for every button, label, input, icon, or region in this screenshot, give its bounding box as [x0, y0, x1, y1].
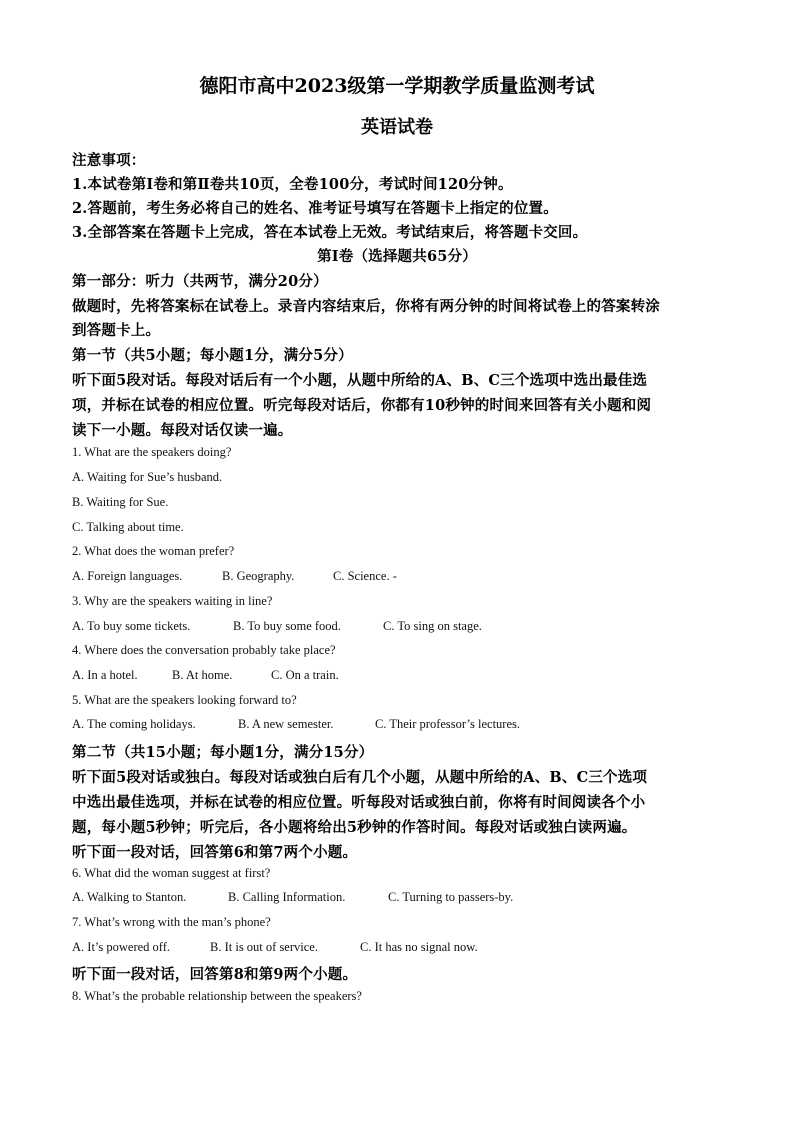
- option-b: B. Waiting for Sue.: [72, 495, 169, 509]
- option-c: C. Their professor’s lectures.: [375, 717, 520, 731]
- option-a: A. Walking to Stanton.: [72, 890, 187, 904]
- option-a: A. It’s powered off.: [72, 940, 171, 954]
- group-prompt: 听下面一段对话，回答第8和第9两个小题。: [72, 966, 358, 983]
- option-a: A. To buy some tickets.: [72, 619, 191, 633]
- section2-instruction: 听下面5段对话或独白。每段对话或独白后有几个小题，从题中所给的A、B、C三个选项: [72, 769, 648, 786]
- option-a: A. Foreign languages.: [72, 569, 183, 583]
- question-stem: 2. What does the woman prefer?: [72, 544, 235, 558]
- question-stem: 3. Why are the speakers waiting in line?: [72, 594, 273, 608]
- group-prompt: 听下面一段对话，回答第6和第7两个小题。: [72, 844, 358, 861]
- option-c: C. To sing on stage.: [383, 619, 482, 633]
- volume-heading: 第Ⅰ卷（选择题共65分）: [317, 248, 477, 265]
- question-stem: 8. What’s the probable relationship between the speakers?: [72, 989, 362, 1003]
- question-stem: 7. What’s wrong with the man’s phone?: [72, 915, 271, 929]
- section1-heading: 第一节（共5小题；每小题1分，满分5分）: [72, 347, 353, 364]
- question-stem: 1. What are the speakers doing?: [72, 445, 232, 459]
- section1-instruction: 读下一小题。每段对话仅读一遍。: [72, 422, 293, 439]
- option-a: A. The coming holidays.: [72, 717, 196, 731]
- question-stem: 5. What are the speakers looking forward to?: [72, 693, 297, 707]
- section1-instruction: 项，并标在试卷的相应位置。听完每段对话后，你都有10秒钟的时间来回答有关小题和阅: [72, 397, 652, 414]
- option-b: B. To buy some food.: [233, 619, 341, 633]
- exam-title: 德阳市高中2023级第一学期教学质量监测考试: [199, 75, 595, 97]
- note-item: 1.本试卷第Ⅰ卷和第Ⅱ卷共10页，全卷100分，考试时间120分钟。: [72, 176, 513, 193]
- section2-instruction: 中选出最佳选项，并标在试卷的相应位置。听每段对话或独白前，你将有时间阅读各个小: [72, 794, 646, 811]
- option-c: C. Turning to passers-by.: [388, 890, 514, 904]
- option-a: A. Waiting for Sue’s husband.: [72, 470, 223, 484]
- part1-instruction: 到答题卡上。: [72, 322, 161, 339]
- option-c: C. Science. -: [333, 569, 397, 583]
- option-a: A. In a hotel.: [72, 668, 138, 682]
- option-b: B. Calling Information.: [228, 890, 346, 904]
- note-item: 2.答题前，考生务必将自己的姓名、准考证号填写在答题卡上指定的位置。: [72, 200, 558, 217]
- option-b: B. Geography.: [222, 569, 295, 583]
- option-b: B. A new semester.: [238, 717, 334, 731]
- question-stem: 6. What did the woman suggest at first?: [72, 866, 271, 880]
- option-c: C. It has no signal now.: [360, 940, 478, 954]
- exam-subtitle: 英语试卷: [361, 117, 433, 138]
- option-c: C. On a train.: [271, 668, 339, 682]
- notes-heading: 注意事项：: [72, 152, 146, 169]
- option-b: B. It is out of service.: [210, 940, 318, 954]
- part1-heading: 第一部分：听力（共两节，满分20分）: [72, 273, 328, 290]
- option-b: B. At home.: [172, 668, 233, 682]
- section2-heading: 第二节（共15小题；每小题1分，满分15分）: [72, 744, 374, 761]
- option-c: C. Talking about time.: [72, 520, 184, 534]
- note-item: 3.全部答案在答题卡上完成，答在本试卷上无效。考试结束后，将答题卡交回。: [72, 224, 588, 241]
- section2-instruction: 题，每小题5秒钟；听完后，各小题将给出5秒钟的作答时间。每段对话或独白读两遍。: [72, 819, 637, 836]
- section1-instruction: 听下面5段对话。每段对话后有一个小题，从题中所给的A、B、C三个选项中选出最佳选: [72, 372, 648, 389]
- part1-instruction: 做题时，先将答案标在试卷上。录音内容结束后，你将有两分钟的时间将试卷上的答案转涂: [72, 298, 660, 315]
- question-stem: 4. Where does the conversation probably take place?: [72, 643, 336, 657]
